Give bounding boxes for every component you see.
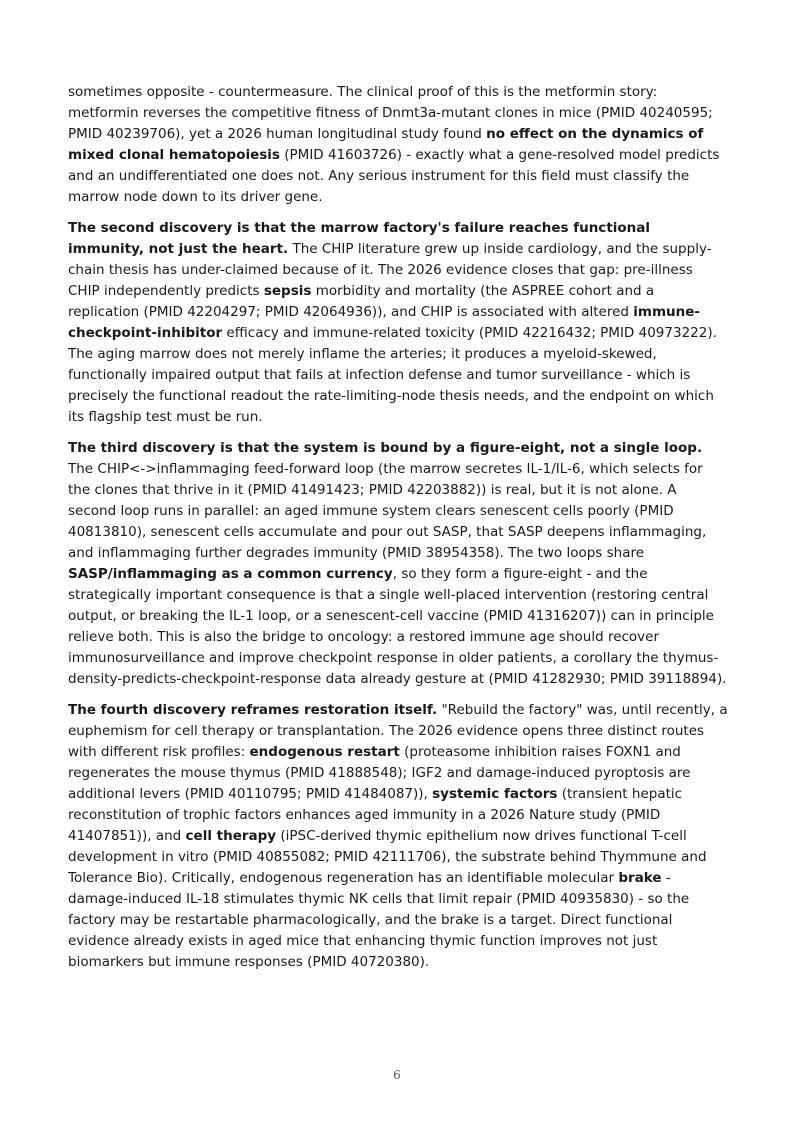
bold-phrase: endogenous restart	[249, 744, 400, 760]
text-run: (PMID 41603726) - exactly what a gene-resolved model predicts and an undifferentiated one does not. Any serious instrument for this field must classify the marrow node down to its driver gene.	[68, 147, 720, 205]
text-run: (proteasome inhibition raises FOXN1 and regenerates the mouse thymus (PMID 41888548); IGF2 and damage-induced pyroptosis are additional levers (PMID 40110795; PMID 41484087)),	[68, 744, 691, 802]
bold-phrase: brake	[618, 870, 662, 886]
bold-phrase: systemic factors	[432, 786, 558, 802]
text-run: (transient hepatic reconstitution of trophic factors enhances aged immunity in a 2026 Nature study (PMID 41407851)), and	[68, 786, 683, 844]
paragraph-metformin	[68, 82, 728, 208]
bold-lead-sentence: The fourth discovery reframes restoration itself.	[68, 702, 438, 718]
bold-phrase: no effect on the dynamics of mixed clonal hematopoiesis	[68, 126, 704, 163]
bold-phrase: SASP/inflammaging as a common currency	[68, 566, 393, 582]
document-body	[68, 82, 728, 983]
text-run: sometimes opposite - countermeasure. The clinical proof of this is the metformin story: metformin reverses the competitive fitness of Dnmt3a-mutant clones in mice (PMID 40240595; PMID 40239706), yet a 2026 human longitudinal study found	[68, 84, 713, 142]
bold-lead-sentence: The third discovery is that the system is bound by a figure-eight, not a single loop.	[68, 440, 703, 456]
text-run: The CHIP<->inflammaging feed-forward loop (the marrow secretes IL-1/IL-6, which selects for the clones that thrive in it (PMID 41491423; PMID 42203882)) is real, but it is not alone. A second loop runs in parallel: an aged immune system clears senescent cells poorly (PMID 40813810), senescent cells accumulate and pour out SASP, that SASP deepens inflammaging, and inflammaging further degrades immunity (PMID 38954358). The two loops share	[68, 461, 707, 561]
text-run: morbidity and mortality (the ASPREE cohort and a replication (PMID 42204297; PMID 42064936)), and CHIP is associated with altered	[68, 283, 655, 320]
bold-phrase: sepsis	[263, 283, 312, 299]
text-run: efficacy and immune-related toxicity (PMID 42216432; PMID 40973222). The aging marrow does not merely inflame the arteries; it produces a myeloid-skewed, functionally impaired output that fails at infection defense and tumor surveillance - which is precisely the functional readout the rate-limiting-node thesis needs, and the endpoint on which its flagship test must be run.	[68, 325, 717, 425]
text-run: - damage-induced IL-18 stimulates thymic NK cells that limit repair (PMID 40935830) - so the factory may be restartable pharmacologically, and the brake is a target. Direct functional evidence already exists in aged mice that enhancing thymic function improves not just biomarkers but immune responses (PMID 40720380).	[68, 870, 690, 970]
bold-phrase: immune-checkpoint-inhibitor	[68, 304, 701, 341]
text-run: (iPSC-derived thymic epithelium now drives functional T-cell development in vitro (PMID 40855082; PMID 42111706), the substrate behind Thymmune and Tolerance Bio). Critically, endogenous regeneration has an identifiable molecular	[68, 828, 707, 886]
paragraph-fourth-discovery	[68, 700, 728, 973]
text-run: "Rebuild the factory" was, until recently, a euphemism for cell therapy or transplantation. The 2026 evidence opens three distinct routes with different risk profiles:	[68, 702, 728, 760]
paragraph-second-discovery	[68, 218, 728, 428]
page-number: 6	[393, 1068, 401, 1082]
bold-phrase: cell therapy	[185, 828, 277, 844]
bold-lead-sentence: The second discovery is that the marrow factory's failure reaches functional immunity, not just the heart.	[68, 220, 651, 257]
text-run: The CHIP literature grew up inside cardiology, and the supply-chain thesis has under-claimed because of it. The 2026 evidence closes that gap: pre-illness CHIP independently predicts	[68, 241, 712, 299]
paragraph-third-discovery	[68, 438, 728, 690]
text-run: , so they form a figure-eight - and the strategically important consequence is that a single well-placed intervention (restoring central output, or breaking the IL-1 loop, or a senescent-cell vaccine (PMID 41316207)) can in principle relieve both. This is also the bridge to oncology: a restored immune age should recover immunosurveillance and improve checkpoint response in older patients, a corollary the thymus-density-predicts-checkpoint-response data already gesture at (PMID 41282930; PMID 39118894).	[68, 566, 727, 687]
